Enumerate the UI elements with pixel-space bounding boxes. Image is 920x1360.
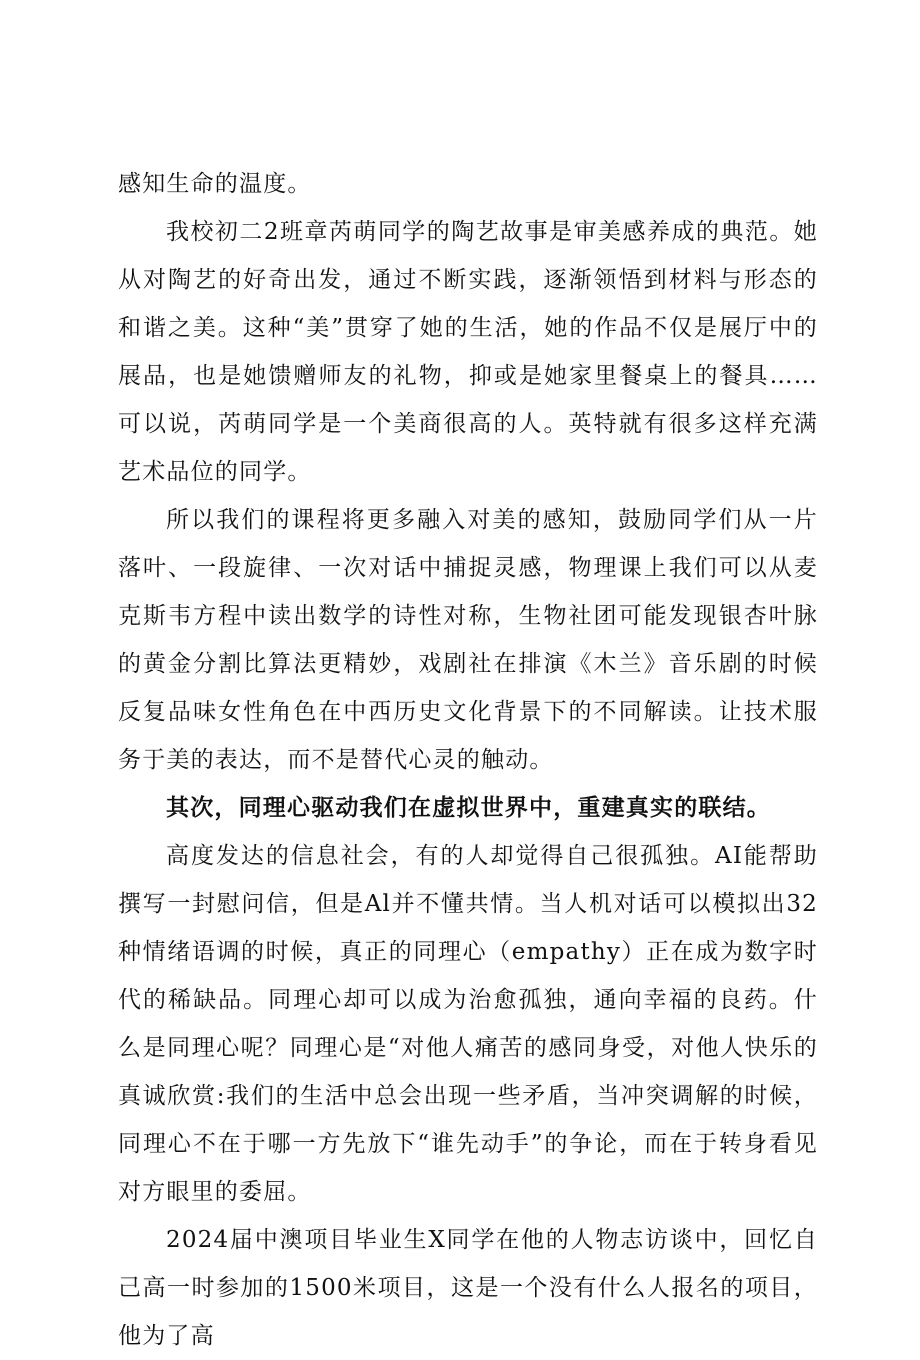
paragraph-2: 我校初二2班章芮萌同学的陶艺故事是审美感养成的典范。她从对陶艺的好奇出发，通过不断实践，逐渐领悟到材料与形态的和谐之美。这种“美”贯穿了她的生活，她的作品不仅是展厅中的展品，也是她馈赠师友的礼物，抑或是她家里餐桌上的餐具……可以说，芮萌同学是一个美商很高的人。英特就有很多这样充满艺术品位的同学。 bbox=[118, 219, 818, 485]
paragraph-6: 2024届中澳项目毕业生X同学在他的人物志访谈中，回忆自己高一时参加的1500米项目，这是一个没有什么人报名的项目，他为了高 bbox=[118, 1227, 818, 1349]
paragraph-3: 所以我们的课程将更多融入对美的感知，鼓励同学们从一片落叶、一段旋律、一次对话中捕捉灵感，物理课上我们可以从麦克斯韦方程中读出数学的诗性对称，生物社团可能发现银杏叶脉的黄金分割比算法更精妙，戏剧社在排演《木兰》音乐剧的时候反复品味女性角色在中西历史文化背景下的不同解读。让技术服务于美的表达，而不是替代心灵的触动。 bbox=[118, 507, 818, 773]
paragraph-5: 高度发达的信息社会，有的人却觉得自己很孤独。AI能帮助撰写一封慰问信，但是Al并不懂共情。当人机对话可以模拟出32种情绪语调的时候，真正的同理心（empathy）正在成为数字时代的稀缺品。同理心却可以成为治愈孤独，通向幸福的良药。什么是同理心呢？同理心是“对他人痛苦的感同身受，对他人快乐的真诚欣赏:我们的生活中总会出现一些矛盾，当冲突调解的时候，同理心不在于哪一方先放下“谁先动手”的争论，而在于转身看见对方眼里的委屈。 bbox=[118, 843, 818, 1205]
section-heading-empathy: 其次，同理心驱动我们在虚拟世界中，重建真实的联结。 bbox=[166, 794, 771, 821]
paragraph-1: 感知生命的温度。 bbox=[118, 171, 312, 197]
document-body bbox=[118, 160, 818, 1360]
